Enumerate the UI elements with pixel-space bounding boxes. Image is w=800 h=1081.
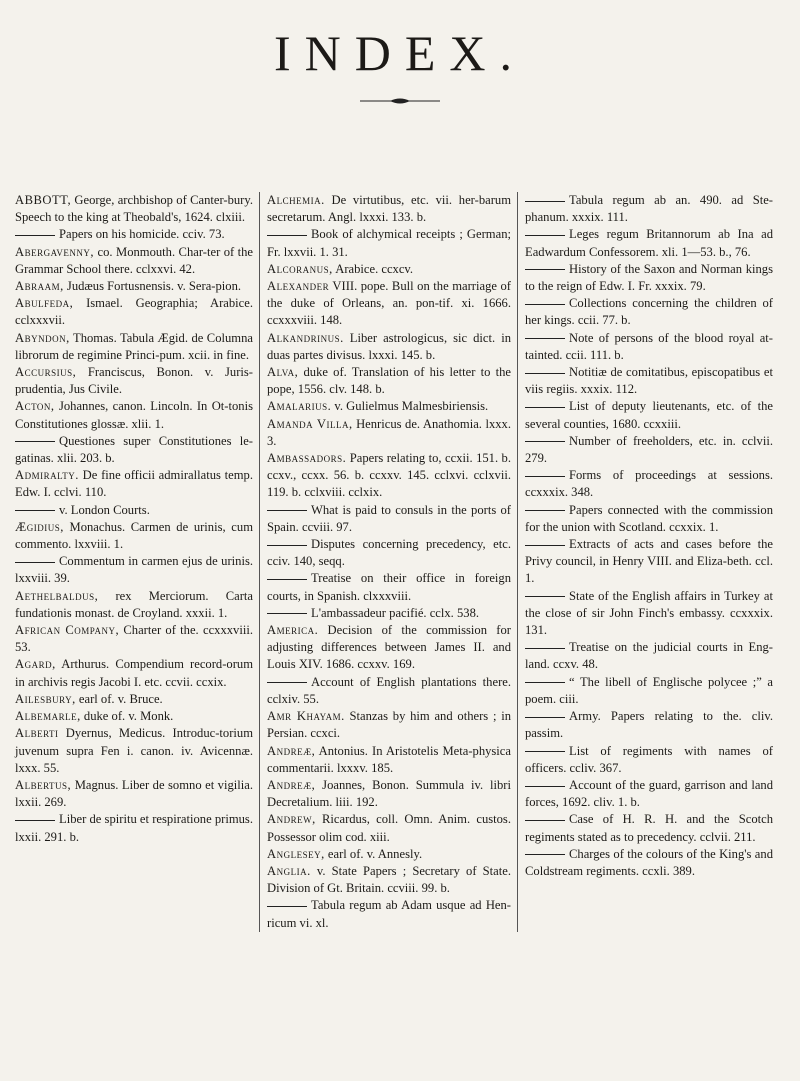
ditto-rule [525, 338, 565, 339]
entry-text: rex Merciorum. Carta fundationis monast. de Croyland. xxxii. 1. [15, 588, 253, 620]
ditto-rule [267, 613, 307, 614]
index-entry [15, 811, 253, 845]
entry-text: Stanzas by him and others ; in Persian. ccxci. [267, 709, 511, 741]
index-entry [525, 226, 773, 260]
index-entry [15, 364, 253, 398]
index-entry [267, 536, 511, 570]
index-entry [267, 605, 511, 622]
ditto-rule [525, 510, 565, 511]
ditto-rule [267, 545, 307, 546]
entry-heading: African Company, [15, 623, 120, 638]
entry-text: Notitiæ de comitatibus, episcopatibus et viis regiis. xxxix. 112. [525, 365, 773, 397]
entry-heading: Alcoranus, [267, 261, 333, 276]
entry-heading: America. [267, 623, 319, 638]
index-entry [267, 416, 511, 450]
ornament-divider [360, 96, 440, 106]
entry-heading: Agard, [15, 657, 56, 672]
index-entry [267, 364, 511, 398]
entry-text: Army. Papers relating to the. cliv. passim. [525, 709, 773, 741]
index-entry [525, 846, 773, 880]
index-entry [15, 691, 253, 708]
index-entry [267, 777, 511, 811]
index-entry [15, 192, 253, 226]
ditto-rule [525, 269, 565, 270]
entry-text: History of the Saxon and Norman kings to the reign of Edw. I. Fr. xxxix. 79. [525, 261, 773, 294]
entry-text: Decision of the commission for adjusting differences between James II. and Louis XIV. 1686. ccxxv. 169. [267, 623, 511, 672]
entry-text: VIII. pope. Bull on the marriage of the duke of Orleans, an. pon-tif. xi. 1666. ccxxxviii. 148. [267, 279, 511, 328]
ditto-rule [267, 682, 307, 683]
entry-text: Henricus de. Anathomia. lxxx. 3. [267, 416, 511, 448]
entry-text: Johannes, canon. Lincoln. In Ot-tonis Constitutiones glossæ. xlii. 1. [15, 399, 253, 431]
index-entry [525, 502, 773, 536]
index-entry [15, 588, 253, 622]
entry-text: L'ambassadeur pacifié. cclx. 538. [311, 605, 480, 620]
entry-text: v. Gulielmus Malmesbiriensis. [331, 399, 489, 414]
entry-text: v. London Courts. [59, 502, 150, 517]
entry-text: List of regiments with names of officers. ccliv. 367. [525, 743, 773, 775]
index-entry [267, 743, 511, 777]
index-entry [525, 295, 773, 329]
entry-heading: Amalarius. [267, 399, 332, 414]
index-entry [15, 502, 253, 519]
entry-text: De virtutibus, etc. vii. her-barum secretarum. Angl. lxxxi. 133. b. [267, 193, 511, 225]
ditto-rule [525, 201, 565, 202]
index-entry [267, 261, 511, 278]
index-entry [15, 553, 253, 587]
index-entry [15, 777, 253, 811]
entry-heading: Abulfeda, [15, 296, 74, 311]
ditto-rule [525, 441, 565, 442]
entry-heading: Andreæ, [267, 777, 316, 792]
index-entry [525, 330, 773, 364]
entry-text: De fine officii admirallatus temp. Edw. I. cclvi. 110. [15, 468, 253, 500]
entry-heading: Albertus, [15, 777, 72, 792]
index-entry [525, 467, 773, 501]
entry-text: Book of alchymical receipts ; German; Fr. lxxvii. 1. 31. [267, 227, 511, 259]
entry-text: Note of persons of the blood royal at-tainted. ccii. 111. b. [525, 330, 773, 362]
entry-text: Liber de spiritu et respiratione primus. lxxii. 291. b. [15, 812, 253, 844]
index-entry [525, 708, 773, 742]
index-entry [15, 519, 253, 553]
ditto-rule [525, 717, 565, 718]
index-entry [267, 226, 511, 260]
entry-text: Ricardus, coll. Omn. Anim. custos. Possessor olim cod. xiii. [267, 812, 511, 844]
entry-text: Charges of the colours of the King's and Coldstream regiments. ccxli. 389. [525, 846, 773, 878]
entry-text: Commentum in carmen ejus de urinis. lxxviii. 39. [15, 554, 253, 586]
index-entry [15, 656, 253, 690]
index-entry [267, 897, 511, 931]
index-entry [525, 192, 773, 226]
entry-text: Extracts of acts and cases before the Privy council, in Henry VIII. and Eliza-beth. ccl. 1. [525, 537, 773, 586]
entry-text: Leges regum Britannorum ab Ina ad Eadwardum Confessorem. xli. 1—53. b., 76. [525, 227, 773, 259]
index-entry [15, 708, 253, 725]
index-entry [15, 398, 253, 432]
entry-heading: Aethelbaldus, [15, 588, 99, 603]
entry-heading: Abyndon, [15, 330, 70, 345]
index-entry [267, 398, 511, 415]
entry-text: List of deputy lieutenants, etc. of the several counties, 1680. ccxxiii. [525, 399, 773, 431]
entry-text: Joannes, Bonon. Summula iv. libri Decretalium. liii. 192. [267, 777, 511, 810]
index-column-1 [15, 192, 259, 932]
entry-text: earl of. v. Bruce. [75, 691, 163, 706]
index-entry [525, 743, 773, 777]
entry-text: Tabula regum ab Adam usque ad Hen-ricum vi. xl. [267, 898, 511, 930]
entry-text: Magnus. Liber de somno et vigilia. lxxii. 269. [15, 777, 253, 810]
ditto-rule [525, 854, 565, 855]
ditto-rule [267, 906, 307, 907]
entry-text: Judæus Fortusnensis. v. Sera-pion. [63, 279, 242, 294]
entry-text: Antonius. In Aristotelis Meta-physica commentarii. lxxxv. 185. [267, 743, 511, 775]
ditto-rule [525, 373, 565, 374]
entry-heading: ABBOTT, [15, 193, 72, 207]
index-entry [267, 708, 511, 742]
entry-text: “ The libell of Englische polycee ;” a poem. ciii. [525, 674, 773, 706]
ditto-rule [525, 786, 565, 787]
entry-text: Arthurus. Compendium record-orum in archivis regis Jacobi I. etc. ccvii. ccxix. [15, 657, 253, 689]
entry-text: George, archbishop of Canter-bury. Speech to the king at Theobald's, 1624. clxiii. [15, 193, 253, 225]
entry-text: earl of. v. Annesly. [324, 846, 423, 861]
ditto-rule [525, 820, 565, 821]
index-entry [525, 398, 773, 432]
index-entry [267, 846, 511, 863]
index-entry [525, 674, 773, 708]
ditto-rule [15, 562, 55, 563]
entry-text: duke of. v. Monk. [80, 709, 174, 724]
entry-heading: Acton, [15, 399, 55, 414]
ditto-rule [15, 441, 55, 442]
ditto-rule [525, 304, 565, 305]
entry-heading: Andrew, [267, 812, 316, 827]
ditto-rule [15, 820, 55, 821]
index-entry [267, 622, 511, 674]
index-entry [267, 330, 511, 364]
index-entry [525, 588, 773, 640]
ditto-rule [267, 235, 307, 236]
ditto-rule [267, 579, 307, 580]
entry-heading: Ailesbury, [15, 691, 76, 706]
entry-heading: Anglesey, [267, 846, 325, 861]
entry-text: Collections concerning the children of her kings. ccii. 77. b. [525, 296, 773, 328]
index-entry [525, 364, 773, 398]
entry-heading: Admiralty. [15, 468, 79, 483]
index-entry [15, 278, 253, 295]
index-entry [267, 192, 511, 226]
entry-text: Account of the guard, garrison and land forces, 1692. cliv. 1. b. [525, 777, 773, 810]
entry-text: Liber astrologicus, sic dict. in duas partes divisus. lxxxi. 145. b. [267, 330, 511, 362]
index-entry [15, 622, 253, 656]
entry-text: duke of. Translation of his letter to the pope, 1556. clv. 148. b. [267, 365, 511, 397]
entry-heading: Andreæ, [267, 743, 316, 758]
entry-text: Number of freeholders, etc. in. cclvii. 279. [525, 433, 773, 466]
entry-text: Treatise on the judicial courts in Eng-land. ccxv. 48. [525, 640, 773, 672]
index-columns [15, 192, 785, 932]
index-entry [15, 433, 253, 467]
entry-text: Charter of the. ccxxxviii. 53. [15, 623, 253, 655]
entry-text: Questiones super Constitutiones le-gatinas. xlii. 203. b. [15, 433, 253, 466]
ditto-rule [525, 476, 565, 477]
entry-text: Papers on his homicide. cciv. 73. [59, 227, 225, 242]
index-entry [267, 811, 511, 845]
entry-heading: Ægidius, [15, 519, 64, 534]
index-column-3 [517, 192, 773, 932]
entry-text: co. Monmouth. Char-ter of the Grammar School there. cclxxvi. 42. [15, 244, 253, 276]
entry-text: Ismael. Geographia; Arabice. cclxxxvii. [15, 296, 253, 328]
entry-text: Forms of proceedings at sessions. ccxxxix. 348. [525, 468, 773, 500]
index-entry [267, 450, 511, 502]
index-entry [525, 777, 773, 811]
page-title: INDEX. [273, 25, 527, 81]
entry-heading: Amr Khayam. [267, 709, 345, 724]
index-entry [525, 536, 773, 588]
entry-text: State of the English affairs in Turkey at the close of sir John Finch's embassy. ccxxxix. 131. [525, 588, 773, 638]
entry-text: Papers relating to, ccxii. 151. b. ccxv., ccxx. 56. b. ccxxv. 145. cclxvi. cclxvii. 119. b. cclxviii. cclxix. [267, 451, 511, 500]
index-entry [15, 467, 253, 501]
entry-text: Thomas. Tabula Ægid. de Columna librorum de regimine Princi-pum. xcii. in fine. [15, 330, 253, 362]
index-entry [525, 261, 773, 295]
entry-heading: Anglia. [267, 863, 311, 878]
entry-heading: Abergavenny, [15, 244, 95, 259]
index-entry [15, 295, 253, 329]
index-entry [525, 811, 773, 845]
index-entry [267, 674, 511, 708]
index-entry [267, 863, 511, 897]
entry-heading: Alva, [267, 365, 299, 380]
index-entry [267, 570, 511, 604]
ditto-rule [15, 235, 55, 236]
index-entry [267, 278, 511, 330]
entry-heading: Albemarle, [15, 709, 81, 724]
entry-text: Case of H. R. H. and the Scotch regiments stated as to precedency. cclvii. 211. [525, 812, 773, 844]
entry-text: Papers connected with the commission for the union with Scotland. ccxxix. 1. [525, 502, 773, 534]
entry-text: Account of English plantations there. cclxiv. 55. [267, 674, 511, 706]
entry-text: Dyernus, Medicus. Introduc-torium juvenum supra Fen i. canon. iv. Avicennæ. lxxx. 55. [15, 726, 253, 775]
entry-heading: Ambassadors. [267, 451, 347, 466]
index-entry [525, 433, 773, 467]
entry-heading: Accursius, [15, 365, 77, 380]
index-entry [525, 639, 773, 673]
entry-heading: Alexander [267, 279, 330, 294]
entry-text: v. State Papers ; Secretary of State. Division of Gt. Britain. ccviii. 99. b. [267, 863, 511, 896]
ditto-rule [525, 407, 565, 408]
ditto-rule [525, 751, 565, 752]
entry-text: Tabula regum ab an. 490. ad Ste-phanum. xxxix. 111. [525, 193, 773, 225]
ditto-rule [267, 510, 307, 511]
ditto-rule [525, 596, 565, 597]
ditto-rule [525, 682, 565, 683]
entry-text: Arabice. ccxcv. [332, 261, 414, 276]
index-entry [15, 725, 253, 777]
ditto-rule [15, 510, 55, 511]
entry-text: What is paid to consuls in the ports of Spain. ccviii. 97. [267, 502, 511, 534]
entry-text: Franciscus, Bonon. v. Juris-prudentia, Jus Civile. [15, 365, 253, 397]
entry-heading: Amanda Villa, [267, 416, 353, 431]
index-entry [267, 502, 511, 536]
entry-heading: Alkandrinus. [267, 330, 344, 345]
entry-text: Monachus. Carmen de urinis, cum commento. lxxviii. 1. [15, 519, 253, 552]
entry-text: Treatise on their office in foreign courts, in Spanish. clxxxviii. [267, 571, 511, 603]
entry-text: Disputes concerning precedency, etc. cciv. 140, seqq. [267, 537, 511, 569]
index-entry [15, 226, 253, 243]
entry-heading: Alberti [15, 726, 59, 741]
index-entry [15, 244, 253, 278]
index-entry [15, 330, 253, 364]
ditto-rule [525, 545, 565, 546]
entry-heading: Alchemia. [267, 193, 325, 207]
entry-heading: Abraam, [15, 279, 64, 294]
ditto-rule [525, 235, 565, 236]
index-column-2 [259, 192, 517, 932]
ditto-rule [525, 648, 565, 649]
